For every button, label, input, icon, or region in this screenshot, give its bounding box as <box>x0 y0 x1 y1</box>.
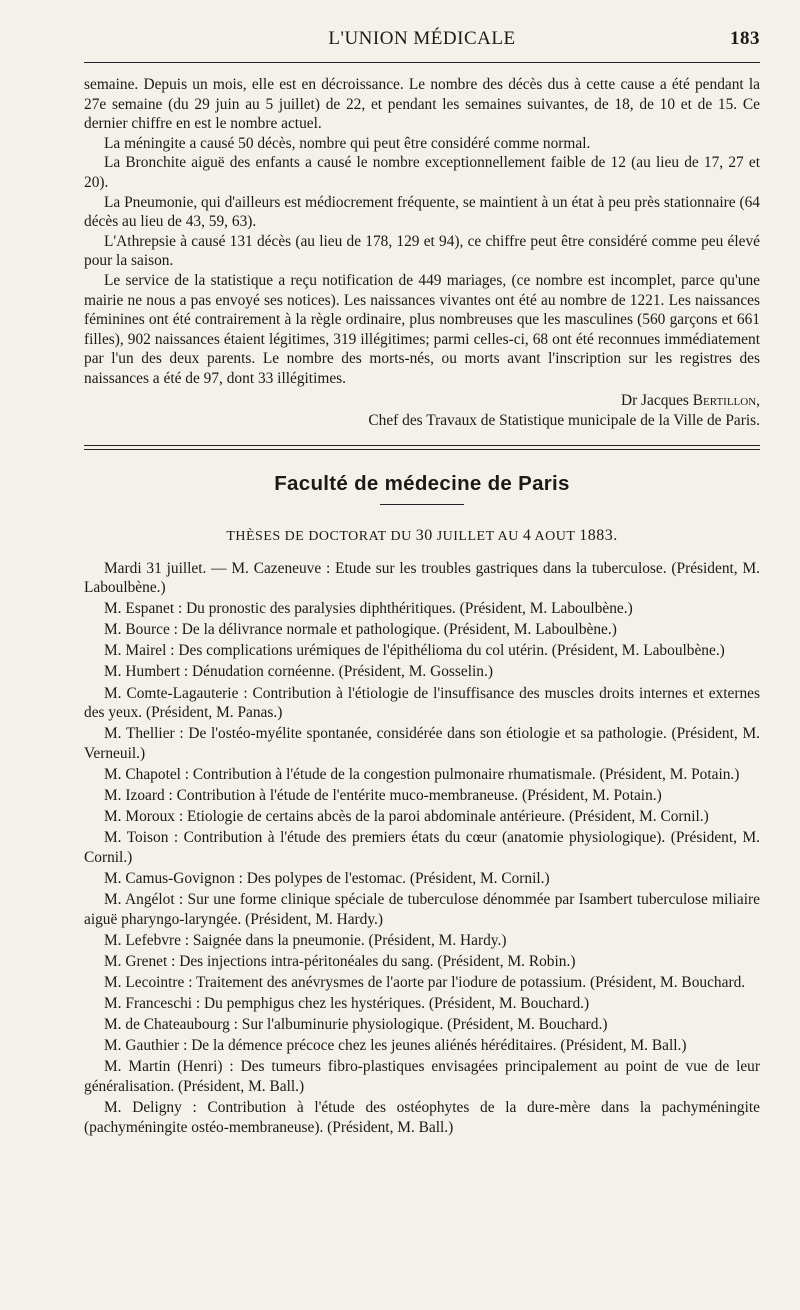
thesis-entry: M. Deligny : Contribution à l'étude des ostéophytes de la dure-mère dans la pachyméningite (pachyméningite ostéo-membraneuse). (Président, M. Ball.) <box>84 1098 760 1136</box>
section-title: Faculté de médecine de Paris <box>274 471 570 495</box>
thesis-entry: M. de Chateaubourg : Sur l'albuminurie physiologique. (Président, M. Bouchard.) <box>104 1016 608 1034</box>
statistics-article <box>84 75 760 389</box>
thesis-entry: M. Angélot : Sur une forme clinique spéciale de tuberculose dénommée par Isambert tuberculose miliaire aiguë pharyngo-laryngée. (Président, M. Hardy.) <box>84 891 760 928</box>
section-subtitle <box>84 527 760 545</box>
thesis-entry: M. Camus-Govignon : Des polypes de l'estomac. (Président, M. Cornil.) <box>104 869 550 887</box>
thesis-entry: M. Grenet : Des injections intra-péritonéales du sang. (Président, M. Robin.) <box>104 952 576 970</box>
author-name: Bertillon, <box>692 391 760 409</box>
thesis-entry: M. Izoard : Contribution à l'étude de l'entérite muco-membraneuse. (Président, M. Potain.) <box>104 787 662 805</box>
thesis-entry: M. Toison : Contribution à l'étude des premiers états du cœur (anatomie physiologique). (Président, M. Cornil.) <box>84 829 760 866</box>
author-line <box>84 391 760 411</box>
thesis-entry: M. Martin (Henri) : Des tumeurs fibro-plastiques envisagées principalement au point de vue de leur généralisation. (Président, M. Ball.) <box>84 1058 760 1095</box>
subtitle-text: THÈSES DE DOCTORAT DU <box>226 528 416 544</box>
author-prefix: Dr Jacques <box>620 391 693 409</box>
paragraph: La méningite a causé 50 décès, nombre qui peut être considéré comme normal. <box>104 134 591 152</box>
thesis-entry: M. Gauthier : De la démence précoce chez les jeunes aliénés héréditaires. (Président, M. Ball.) <box>104 1037 687 1055</box>
author-role: Chef des Travaux de Statistique municipale de la Ville de Paris. <box>368 411 760 429</box>
thesis-entry: M. Moroux : Etiologie de certains abcès de la paroi abdominale antérieure. (Président, M. Cornil.) <box>104 808 709 826</box>
journal-title: L'UNION MÉDICALE <box>328 28 516 49</box>
section-divider <box>84 445 760 450</box>
header-rule <box>84 62 760 63</box>
thesis-entry: M. Mairel : Des complications urémiques de l'épithélioma du col utérin. (Président, M. Laboulbène.) <box>104 642 725 660</box>
paragraph: La Pneumonie, qui d'ailleurs est médiocrement fréquente, se maintient à un état à peu près stationnaire (64 décès au lieu de 43, 59, 63). <box>84 193 760 231</box>
thesis-entry: M. Bource : De la délivrance normale et pathologique. (Président, M. Laboulbène.) <box>104 621 617 639</box>
thesis-entry: M. Chapotel : Contribution à l'étude de la congestion pulmonaire rhumatismale. (Président, M. Potain.) <box>104 765 740 783</box>
thesis-entry: M. Thellier : De l'ostéo-myélite spontanée, considérée dans son étiologie et sa pathologie. (Président, M. Verneuil.) <box>84 725 760 762</box>
title-rule <box>380 504 464 505</box>
thesis-entry: Mardi 31 juillet. — M. Cazeneuve : Etude sur les troubles gastriques dans la tuberculose. (Président, M. Laboulbène.) <box>84 559 760 597</box>
paragraph: L'Athrepsie à causé 131 décès (au lieu de 178, 129 et 94), ce chiffre peut être considéré comme peu élevé pour la saison. <box>84 232 760 270</box>
paragraph: semaine. Depuis un mois, elle est en décroissance. Le nombre des décès dus à cette cause a été pendant la 27e semaine (du 29 juin au 5 juillet) de 22, et pendant les semaines suivantes, de 18, de 10 et de 15. Ce dernier chiffre en est le nombre actuel. <box>84 76 760 133</box>
subtitle-text: AOUT <box>531 528 580 544</box>
theses-list <box>84 559 760 1138</box>
running-header <box>84 28 760 54</box>
subtitle-year: 1883. <box>579 526 618 544</box>
signature-block <box>84 391 760 431</box>
page-number: 183 <box>730 28 760 49</box>
thesis-entry: M. Lefebvre : Saignée dans la pneumonie. (Président, M. Hardy.) <box>104 931 507 949</box>
paragraph: La Bronchite aiguë des enfants a causé le nombre exceptionnellement faible de 12 (au lieu de 17, 27 et 20). <box>84 154 760 191</box>
subtitle-date: 4 <box>522 526 532 544</box>
thesis-entry: M. Comte-Lagauterie : Contribution à l'étiologie de l'insuffisance des muscles droits internes et externes des yeux. (Président, M. Panas.) <box>84 684 760 722</box>
paragraph: Le service de la statistique a reçu notification de 449 mariages, (ce nombre est incomplet, parce qu'une mairie ne nous a pas envoyé ses notices). Les naissances vivantes ont été au nombre de 1221. Les naissances féminines ont été contrairement à la règle ordinaire, plus nombreuses que les masculines (560 garçons et 661 filles), 902 naissances étaient légitimes, 319 illégitimes; parmi celles-ci, 68 ont été reconnues immédiatement par l'un des deux parents. Le nombre des morts-nés, ou morts avant l'inscription sur les registres des naissances a été de 97, dont 33 illégitimes. <box>84 271 760 387</box>
thesis-entry: M. Lecointre : Traitement des anévrysmes de l'aorte par l'iodure de potassium. (Président, M. Bouchard. <box>104 973 746 991</box>
subtitle-date: 30 <box>415 526 433 544</box>
thesis-entry: M. Humbert : Dénudation cornéenne. (Président, M. Gosselin.) <box>104 663 493 681</box>
thesis-entry: M. Espanet : Du pronostic des paralysies diphthéritiques. (Président, M. Laboulbène.) <box>104 600 633 618</box>
thesis-entry: M. Franceschi : Du pemphigus chez les hystériques. (Président, M. Bouchard.) <box>104 994 590 1012</box>
subtitle-text: JUILLET AU <box>432 528 523 544</box>
